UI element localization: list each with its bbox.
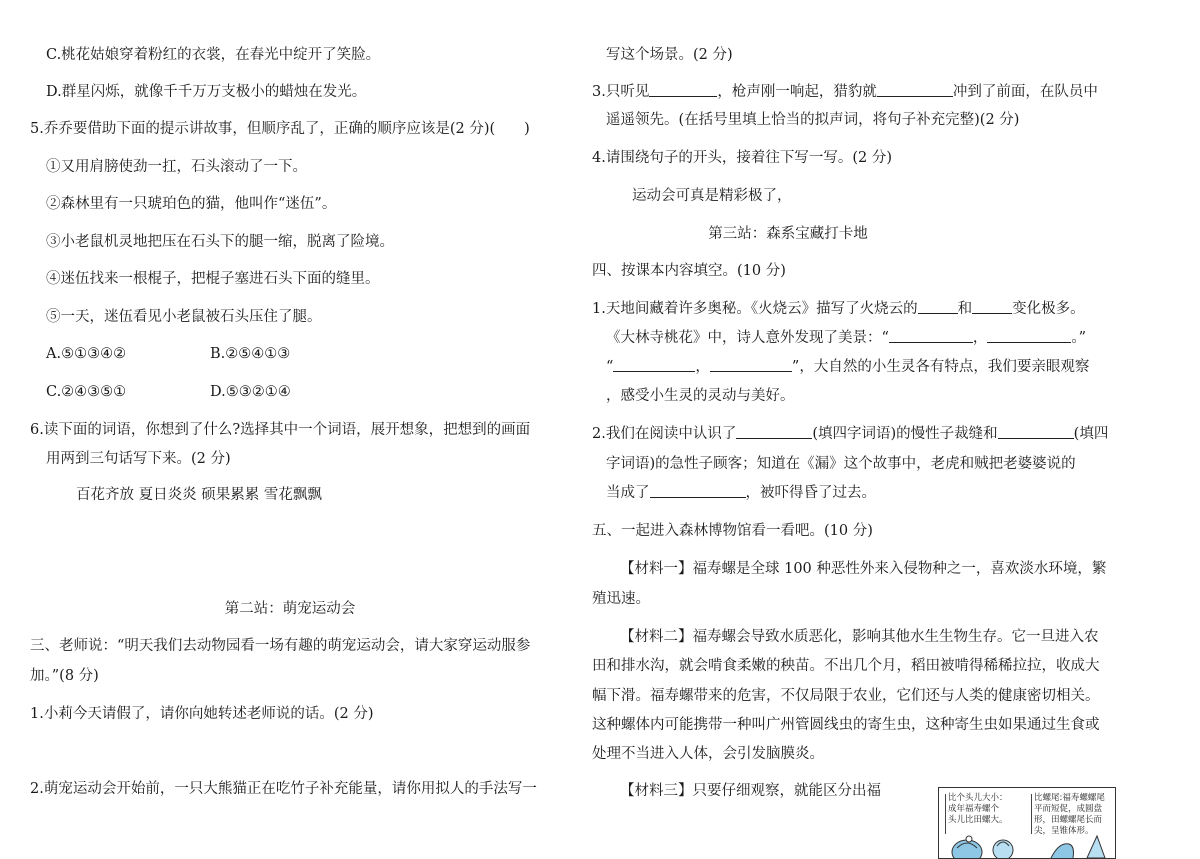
section-3-intro-cont: 加。”(8 分) [30, 668, 99, 684]
size-note-line3: 头儿比田螺大。 [948, 815, 1008, 825]
station-3-heading: 第三站：森系宝藏打卡地 [708, 226, 868, 242]
s4q1-poem-text: 《大林寺桃花》中，诗人意外发现了美景：“ [606, 330, 889, 346]
tail-note-line4: 尖，呈锥体形。 [1034, 826, 1094, 836]
section-3-q1: 1.小莉今天请假了，请你向她转述老师说的话。(2 分) [30, 706, 374, 722]
question-4: 4.请围绕句子的开头，接着往下写一写。(2 分) [592, 150, 892, 166]
material-1-cont: 殖迅速。 [592, 591, 650, 607]
s4q1-text-3: 变化极多。 [1012, 301, 1085, 317]
q3-text-2: ，枪声刚一响起，猎豹就 [717, 84, 877, 100]
story-hint-3: ③小老鼠机灵地把压在石头下的腿一缩，脱离了险境。 [46, 234, 394, 250]
tail-note-line2: 平而短促，成圆盘 [1034, 804, 1103, 814]
material-2-line3: 幅下滑。福寿螺带来的危害，不仅局限于农业，它们还与人类的健康密切相关。 [592, 688, 1100, 704]
option-c-text: C.桃花姑娘穿着粉红的衣裳，在春光中绽开了笑脸。 [46, 47, 381, 63]
question-6-cont: 用两到三句话写下来。(2 分) [46, 451, 231, 467]
section-3-q2: 2.萌宠运动会开始前，一只大熊猫正在吃竹子补充能量，请你用拟人的手法写一 [30, 781, 537, 797]
onomatopoeia-blank-2[interactable] [877, 82, 953, 97]
size-note-line2: 成年福寿螺个 [948, 804, 1000, 814]
question-3 [592, 82, 1098, 102]
choice-b: B.②⑤④①③ [210, 346, 291, 362]
poem-blank-1[interactable] [889, 328, 973, 343]
section-4-q2-line2: 字词语)的急性子顾客；知道在《漏》这个故事中，老虎和贼把老婆婆说的 [606, 456, 1076, 472]
tail-note-line3: 形，田螺螺尾长而 [1034, 815, 1103, 825]
q3-text-1: 3.只听见 [592, 84, 650, 100]
fire-cloud-blank-2[interactable] [972, 299, 1012, 314]
material-2: 【材料二】福寿螺会导致水质恶化，影响其他水生生物生存。它一旦进入农 [620, 629, 1099, 645]
s4q2-text-3: (填四 [1073, 426, 1109, 442]
s4q1-comma: ， [972, 330, 988, 346]
right-column [580, 0, 1200, 848]
choice-a: A.⑤①③④② [46, 346, 127, 362]
idiom-blank-1[interactable] [736, 424, 812, 439]
poem-blank-3[interactable] [613, 357, 695, 372]
material-1: 【材料一】福寿螺是全球 100 种恶性外来入侵物种之一，喜欢淡水环境，繁 [620, 561, 1107, 577]
size-note-line1: 比个头儿大小： [948, 793, 1008, 803]
snail-comparison-illustration [938, 787, 1116, 859]
material-2-line5: 处理不当进入人体，会引发脑膜炎。 [592, 746, 824, 762]
material-2-line4: 这种螺体内可能携带一种叫广州管圆线虫的寄生虫，这种寄生虫如果通过生食或 [592, 717, 1100, 733]
word-list: 百花齐放 夏日炎炎 硕果累累 雪花飘飘 [76, 487, 322, 503]
station-2-heading: 第二站：萌宠运动会 [224, 601, 356, 617]
section-4-q1-line3 [606, 357, 1089, 377]
question-5: 5.乔乔要借助下面的提示讲故事，但顺序乱了，正确的顺序应该是(2 分)( ) [30, 121, 530, 137]
s4q1-comma-2: ， [695, 359, 710, 375]
choice-d: D.⑤③②①④ [210, 384, 291, 400]
q2-cont: 写这个场景。(2 分) [606, 47, 733, 63]
onomatopoeia-blank-1[interactable] [649, 82, 717, 97]
story-hint-2: ②森林里有一只琥珀色的猫，他叫作“迷伍”。 [46, 196, 337, 212]
story-hint-5: ⑤一天，迷伍看见小老鼠被石头压住了腿。 [46, 309, 322, 325]
material-3: 【材料三】只要仔细观察，就能区分出福 [620, 783, 881, 799]
s4q1-close-quote: 。” [1071, 330, 1087, 346]
s4q2-text-2: (填四字词语)的慢性子裁缝和 [812, 426, 998, 442]
question-4-prompt: 运动会可真是精彩极了， [632, 188, 792, 204]
apple-snail-tail-icon [1051, 844, 1074, 858]
s4q1-open-quote: “ [606, 359, 614, 375]
field-snail-tail-icon [1087, 836, 1105, 858]
poem-blank-2[interactable] [987, 328, 1071, 343]
s4q2-text-5: ，被吓得昏了过去。 [745, 485, 876, 501]
section-4-q1-line4: ，感受小生灵的灵动与美好。 [606, 388, 795, 404]
fire-cloud-blank-1[interactable] [918, 299, 958, 314]
section-4-q1 [592, 299, 1085, 319]
poem-blank-4[interactable] [710, 357, 792, 372]
option-d-text: D.群星闪烁，就像千千万万支极小的蜡烛在发光。 [46, 84, 367, 100]
leak-blank[interactable] [650, 483, 746, 498]
tail-note-line1: 比螺尾:福寿螺螺尾 [1034, 793, 1105, 803]
section-4-heading: 四、按课本内容填空。(10 分) [592, 263, 786, 279]
field-snail-icon [993, 840, 1013, 858]
s4q1-text-1: 1.天地间藏着许多奥秘。《火烧云》描写了火烧云的 [592, 301, 918, 317]
section-3-intro: 三、老师说：“明天我们去动物园看一场有趣的萌宠运动会，请大家穿运动服参 [30, 638, 531, 654]
s4q2-text-4: 当成了 [606, 485, 650, 501]
story-hint-1: ①又用肩膀使劲一扛，石头滚动了一下。 [46, 159, 307, 175]
s4q1-text-4: ”，大自然的小生灵各有特点，我们要亲眼观察 [791, 359, 1090, 375]
material-2-line2: 田和排水沟，就会啃食柔嫩的秧苗。不出几个月，稻田被啃得稀稀拉拉，收成大 [592, 658, 1100, 674]
choice-c: C.②④③⑤① [46, 384, 127, 400]
question-6: 6.读下面的词语，你想到了什么?选择其中一个词语，展开想象，把想到的画面 [30, 422, 531, 438]
story-hint-4: ④迷伍找来一根棍子，把棍子塞进石头下面的缝里。 [46, 271, 380, 287]
section-5-heading: 五、一起进入森林博物馆看一看吧。(10 分) [592, 523, 873, 539]
section-4-q2 [592, 424, 1108, 444]
idiom-blank-2[interactable] [998, 424, 1074, 439]
apple-snail-icon [952, 836, 982, 858]
s4q2-text-1: 2.我们在阅读中认识了 [592, 426, 737, 442]
q3-text-3: 冲到了前面，在队员中 [952, 84, 1098, 100]
left-column [0, 0, 580, 848]
section-4-q1-line2 [606, 328, 1086, 348]
s4q1-text-2: 和 [957, 301, 973, 317]
section-4-q2-line3 [606, 483, 876, 503]
question-3-cont: 遥遥领先。(在括号里填上恰当的拟声词，将句子补充完整)(2 分) [606, 112, 1020, 128]
